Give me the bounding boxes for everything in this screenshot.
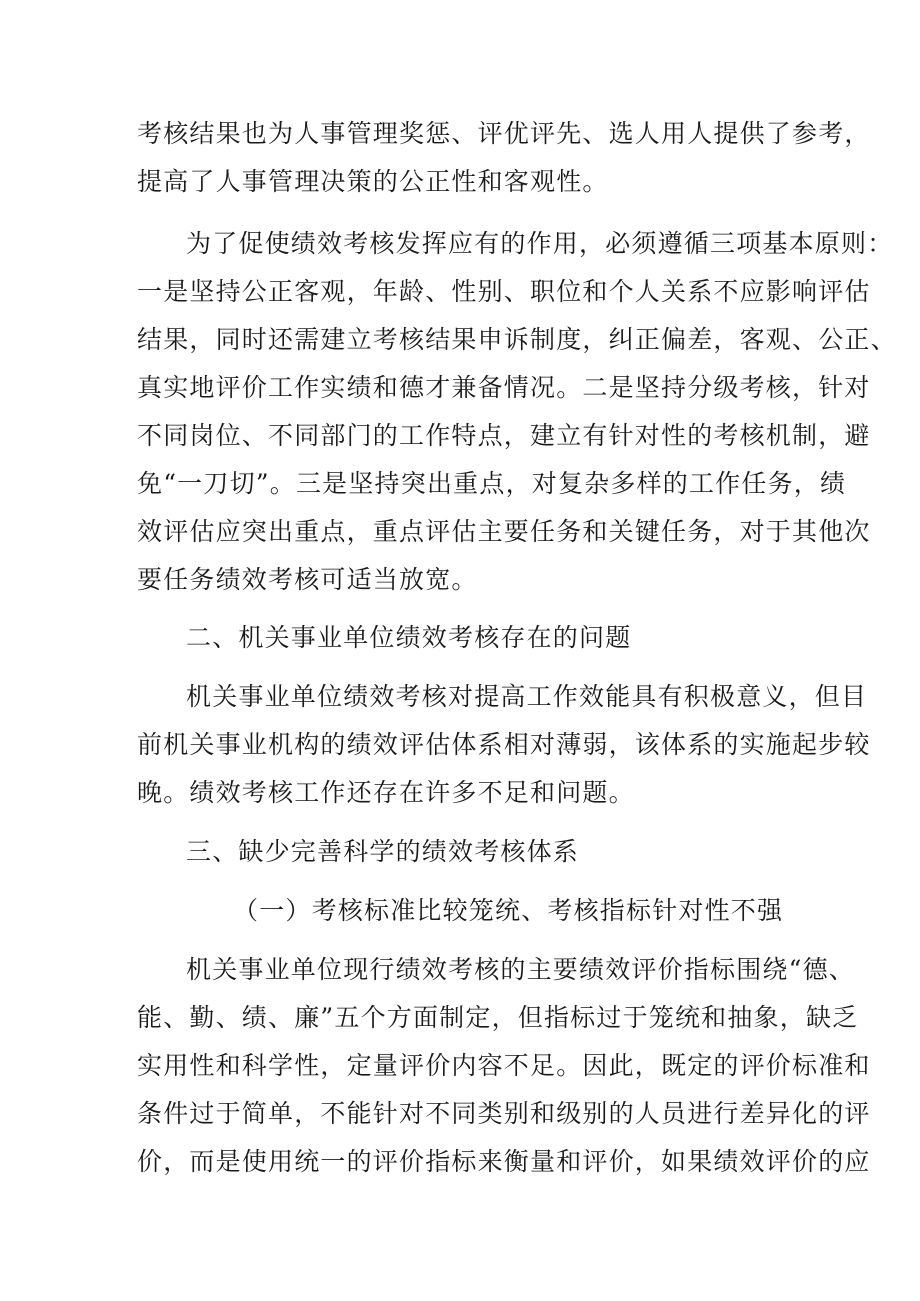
paragraph-1-line-2: 提高了人事管理决策的公正性和客观性。 xyxy=(137,167,609,196)
paragraph-3-line-3: 晚。绩效考核工作还存在许多不足和问题。 xyxy=(137,778,635,807)
paragraph-2-line-6: 免“一刀切”。三是坚持突出重点，对复杂多样的工作任务，绩 xyxy=(137,469,847,498)
paragraph-4-line-1: 机关事业单位现行绩效考核的主要绩效评价指标围绕“德、 xyxy=(186,955,855,984)
paragraph-2-line-4: 真实地评价工作实绩和德才兼备情况。二是坚持分级考核，针对 xyxy=(137,373,871,402)
paragraph-1-line-1: 考核结果也为人事管理奖惩、评优评先、选人用人提供了参考， xyxy=(137,119,871,148)
paragraph-4-line-3: 实用性和科学性，定量评价内容不足。因此，既定的评价标准和 xyxy=(137,1051,871,1080)
paragraph-2-line-2: 一是坚持公正客观，年龄、性别、职位和个人关系不应影响评估 xyxy=(137,277,871,306)
paragraph-2-line-1: 为了促使绩效考核发挥应有的作用，必须遵循三项基本原则： xyxy=(186,229,894,258)
section-heading-3: 三、缺少完善科学的绩效考核体系 xyxy=(186,837,580,866)
subsection-heading-1: （一）考核标准比较笼统、考核指标针对性不强 xyxy=(233,896,784,925)
paragraph-4-line-4: 条件过于简单，不能针对不同类别和级别的人员进行差异化的评 xyxy=(137,1099,871,1128)
paragraph-4-line-2: 能、勤、绩、廉”五个方面制定，但指标过于笼统和抽象，缺乏 xyxy=(137,1003,859,1032)
paragraph-2-line-3: 结果，同时还需建立考核结果申诉制度，纠正偏差，客观、公正、 xyxy=(137,325,897,354)
paragraph-3-line-1: 机关事业单位绩效考核对提高工作效能具有积极意义，但目 xyxy=(186,682,868,711)
paragraph-4-line-5: 价，而是使用统一的评价指标来衡量和评价，如果绩效评价的应 xyxy=(137,1147,871,1176)
section-heading-2: 二、机关事业单位绩效考核存在的问题 xyxy=(186,623,632,652)
paragraph-2-line-5: 不同岗位、不同部门的工作特点，建立有针对性的考核机制，避 xyxy=(137,421,871,450)
paragraph-2-line-7: 效评估应突出重点，重点评估主要任务和关键任务，对于其他次 xyxy=(137,517,871,546)
paragraph-3-line-2: 前机关事业机构的绩效评估体系相对薄弱，该体系的实施起步较 xyxy=(137,730,871,759)
paragraph-2-line-8: 要任务绩效考核可适当放宽。 xyxy=(137,565,478,594)
